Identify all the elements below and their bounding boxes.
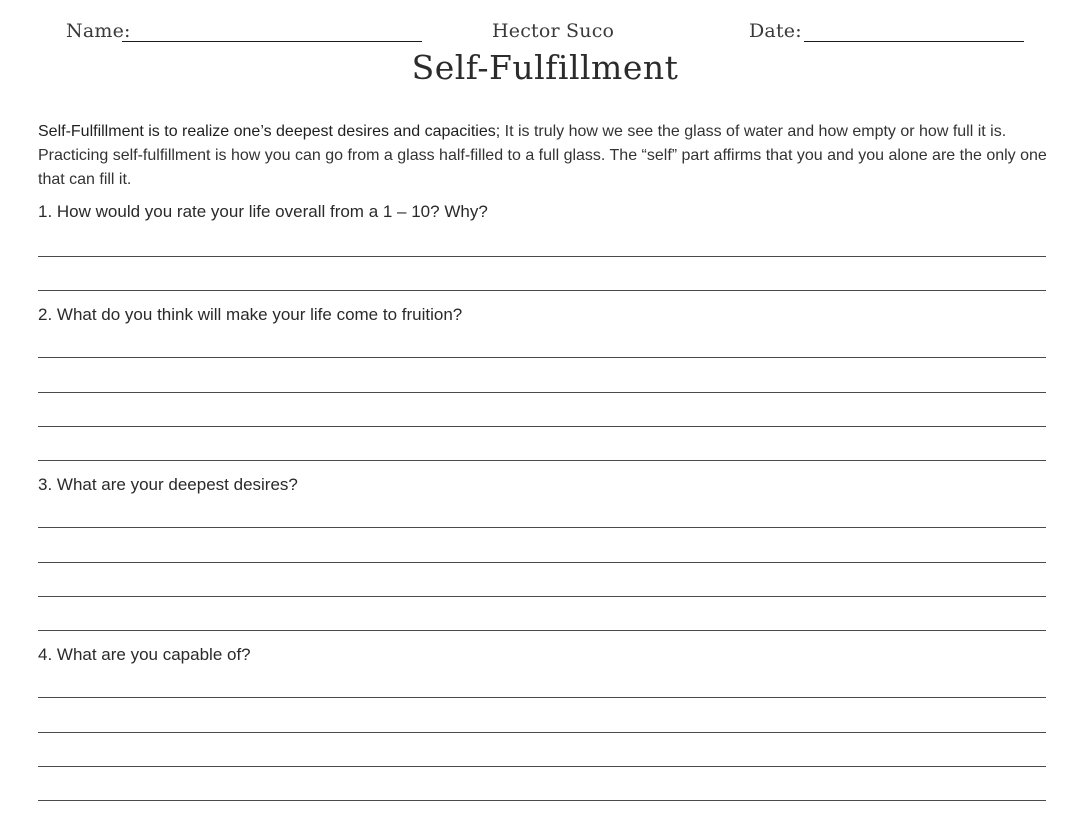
answer-line[interactable] xyxy=(38,426,1046,427)
intro-lead: Self-Fulfillment is to realize one’s deepest desires and capacities; xyxy=(38,123,501,140)
answer-line[interactable] xyxy=(38,290,1046,291)
page-title: Self-Fulfillment xyxy=(411,48,679,87)
question-4: 4. What are you capable of? xyxy=(38,645,251,664)
answer-line[interactable] xyxy=(38,256,1046,257)
answer-line[interactable] xyxy=(38,596,1046,597)
intro-paragraph xyxy=(38,120,1056,192)
date-field-line[interactable] xyxy=(804,41,1024,42)
name-field-line[interactable] xyxy=(122,41,422,42)
answer-line[interactable] xyxy=(38,732,1046,733)
date-label: Date: xyxy=(749,20,802,42)
answer-line[interactable] xyxy=(38,800,1046,801)
answer-line[interactable] xyxy=(38,357,1046,358)
question-3: 3. What are your deepest desires? xyxy=(38,475,298,494)
answer-line[interactable] xyxy=(38,697,1046,698)
answer-line[interactable] xyxy=(38,562,1046,563)
answer-line[interactable] xyxy=(38,460,1046,461)
name-label: Name: xyxy=(66,20,131,42)
answer-line[interactable] xyxy=(38,766,1046,767)
question-2: 2. What do you think will make your life come to fruition? xyxy=(38,305,463,324)
author-name: Hector Suco xyxy=(492,20,615,42)
answer-line[interactable] xyxy=(38,527,1046,528)
answer-line[interactable] xyxy=(38,392,1046,393)
intro-body: It is truly how we see the glass of water and how empty or how full it is. Practicing self-fulfillment is how you can go from a glass half-filled to a full glass. The “self” part affirms that you and you alone are the only one that can fill it. xyxy=(38,123,1047,188)
answer-line[interactable] xyxy=(38,630,1046,631)
question-1: 1. How would you rate your life overall from a 1 – 10? Why? xyxy=(38,202,488,221)
